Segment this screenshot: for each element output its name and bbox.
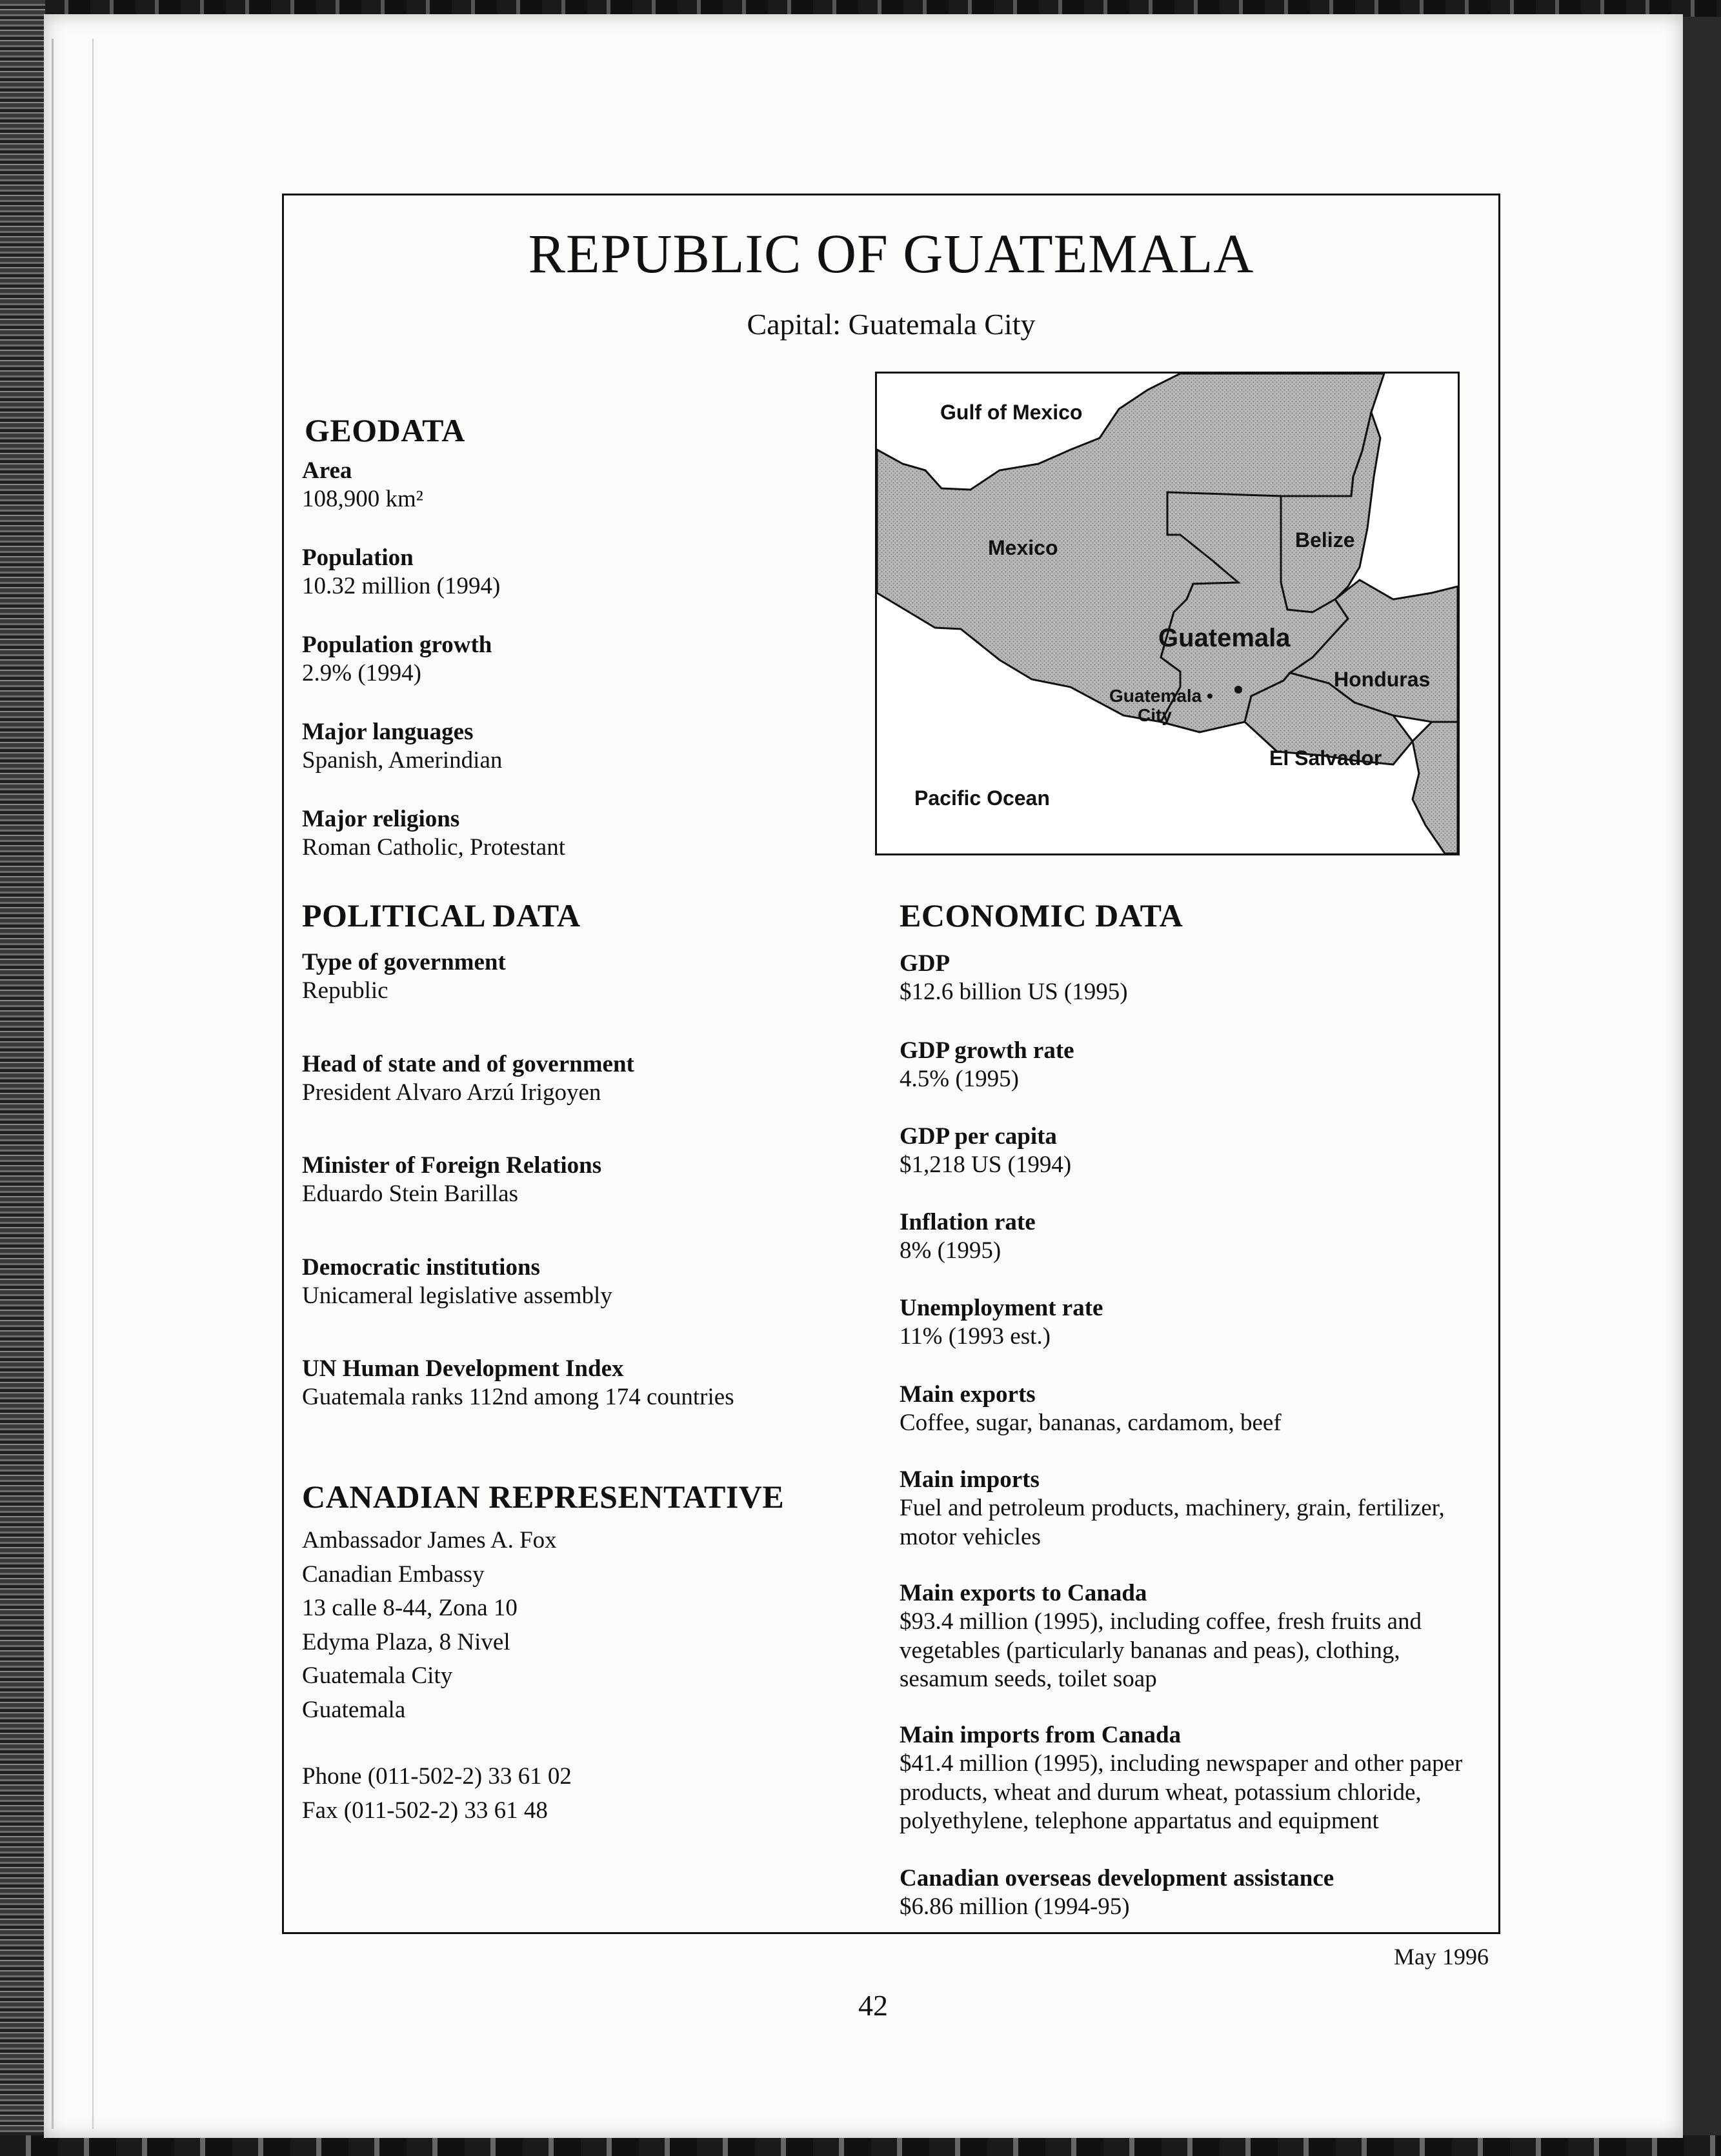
imports-value-line: Fuel and petroleum products, machinery, grain, fertilizer, xyxy=(900,1495,1445,1522)
map-label-honduras: Honduras xyxy=(1334,668,1431,691)
field-languages xyxy=(302,718,502,775)
field-hdi xyxy=(302,1355,734,1412)
rep-line: Guatemala xyxy=(302,1696,406,1723)
gdp-per-capita-value: $1,218 US (1994) xyxy=(900,1152,1072,1179)
imports-canada-label: Main imports from Canada xyxy=(900,1722,1182,1748)
gdp-label: GDP xyxy=(900,950,951,977)
field-gdp xyxy=(900,950,1128,1007)
field-exports-canada xyxy=(900,1579,1422,1694)
languages-value: Spanish, Amerindian xyxy=(302,747,503,774)
field-area xyxy=(302,457,423,514)
rep-phone: Phone (011-502-2) 33 61 02 xyxy=(302,1763,572,1790)
gdp-growth-label: GDP growth rate xyxy=(900,1037,1074,1064)
institutions-label: Democratic institutions xyxy=(302,1254,540,1281)
government-value: Republic xyxy=(302,977,388,1004)
map-label-guatemala: Guatemala xyxy=(1158,624,1291,652)
page-title: REPUBLIC OF GUATEMALA xyxy=(528,223,1254,284)
head-of-state-label: Head of state and of government xyxy=(302,1051,634,1077)
map-label-guatemala-city-1: Guatemala • xyxy=(1109,686,1213,706)
field-imports-canada xyxy=(900,1721,1462,1836)
map-label-pacific: Pacific Ocean xyxy=(914,786,1050,810)
field-unemployment xyxy=(900,1294,1103,1352)
canadian-rep-contact xyxy=(302,1760,572,1828)
institutions-value: Unicameral legislative assembly xyxy=(302,1283,612,1310)
oda-label: Canadian overseas development assistance xyxy=(900,1865,1334,1891)
field-exports xyxy=(900,1381,1282,1438)
foreign-minister-label: Minister of Foreign Relations xyxy=(302,1152,602,1179)
scan-border-left xyxy=(0,0,45,2156)
rep-fax: Fax (011-502-2) 33 61 48 xyxy=(302,1797,548,1824)
imports-canada-value-line: $41.4 million (1995), including newspaper and other paper xyxy=(900,1750,1463,1777)
field-imports xyxy=(900,1466,1445,1552)
guatemala-city-marker xyxy=(1234,686,1242,694)
languages-label: Major languages xyxy=(302,719,474,745)
map-label-belize: Belize xyxy=(1295,528,1355,552)
geodata-heading: GEODATA xyxy=(305,412,465,448)
foreign-minister-value: Eduardo Stein Barillas xyxy=(302,1181,518,1208)
region-map xyxy=(875,372,1460,855)
map-graphic xyxy=(877,374,1458,853)
field-head-of-state xyxy=(302,1050,634,1108)
hdi-value: Guatemala ranks 112nd among 174 countries xyxy=(302,1384,734,1411)
canadian-rep-address xyxy=(302,1524,557,1727)
field-government xyxy=(302,948,506,1006)
field-population xyxy=(302,544,500,601)
population-growth-label: Population growth xyxy=(302,632,492,658)
imports-value-line: motor vehicles xyxy=(900,1523,1041,1550)
south-land-shape xyxy=(1413,722,1458,853)
unemployment-value: 11% (1993 est.) xyxy=(900,1323,1051,1350)
publication-date: May 1996 xyxy=(1394,1944,1489,1970)
exports-value: Coffee, sugar, bananas, cardamom, beef xyxy=(900,1410,1282,1437)
rep-line: Ambassador James A. Fox xyxy=(302,1527,557,1553)
government-label: Type of government xyxy=(302,949,506,975)
political-heading: POLITICAL DATA xyxy=(302,897,581,933)
imports-canada-value-line: polyethylene, telephone appartatus and equipment xyxy=(900,1808,1379,1835)
population-label: Population xyxy=(302,544,414,571)
gdp-per-capita-label: GDP per capita xyxy=(900,1123,1057,1150)
scan-border-bottom xyxy=(0,2135,1721,2156)
head-of-state-value: President Alvaro Arzú Irigoyen xyxy=(302,1079,601,1106)
rep-line: Canadian Embassy xyxy=(302,1561,485,1588)
map-label-mexico: Mexico xyxy=(988,536,1058,559)
rep-line: Guatemala City xyxy=(302,1662,453,1689)
exports-canada-value-line: vegetables (particularly bananas and peas), clothing, xyxy=(900,1637,1400,1664)
binding-edge xyxy=(52,39,94,2129)
field-foreign-minister xyxy=(302,1152,601,1209)
map-label-el-salvador: El Salvador xyxy=(1269,746,1382,770)
field-religions xyxy=(302,805,565,863)
oda-value: $6.86 million (1994-95) xyxy=(900,1893,1130,1921)
hdi-label: UN Human Development Index xyxy=(302,1355,624,1382)
religions-value: Roman Catholic, Protestant xyxy=(302,834,565,861)
field-gdp-growth xyxy=(900,1037,1074,1094)
population-value: 10.32 million (1994) xyxy=(302,573,501,600)
unemployment-label: Unemployment rate xyxy=(900,1295,1103,1321)
exports-canada-label: Main exports to Canada xyxy=(900,1580,1147,1606)
inflation-value: 8% (1995) xyxy=(900,1237,1001,1264)
population-growth-value: 2.9% (1994) xyxy=(302,660,421,687)
field-inflation xyxy=(900,1208,1036,1266)
map-label-gulf: Gulf of Mexico xyxy=(940,401,1083,424)
inflation-label: Inflation rate xyxy=(900,1209,1036,1235)
rep-line: 13 calle 8-44, Zona 10 xyxy=(302,1595,518,1621)
exports-canada-value-line: $93.4 million (1995), including coffee, fresh fruits and xyxy=(900,1608,1422,1635)
area-label: Area xyxy=(302,457,352,484)
rep-line: Edyma Plaza, 8 Nivel xyxy=(302,1628,510,1655)
religions-label: Major religions xyxy=(302,806,460,832)
field-gdp-per-capita xyxy=(900,1123,1071,1180)
gdp-value: $12.6 billion US (1995) xyxy=(900,979,1128,1006)
exports-canada-value-line: sesamum seeds, toilet soap xyxy=(900,1666,1157,1693)
imports-label: Main imports xyxy=(900,1466,1040,1493)
field-population-growth xyxy=(302,631,492,688)
map-label-guatemala-city-2: City xyxy=(1138,705,1172,725)
field-institutions xyxy=(302,1253,612,1311)
gdp-growth-value: 4.5% (1995) xyxy=(900,1066,1019,1093)
economic-heading: ECONOMIC DATA xyxy=(900,897,1183,933)
page-number: 42 xyxy=(858,1989,888,2022)
exports-label: Main exports xyxy=(900,1381,1036,1408)
canadian-rep-heading: CANADIAN REPRESENTATIVE xyxy=(302,1479,785,1515)
area-value: 108,900 km² xyxy=(302,486,423,513)
imports-canada-value-line: products, wheat and durum wheat, potassium chloride, xyxy=(900,1779,1422,1806)
capital-line: Capital: Guatemala City xyxy=(747,308,1036,341)
field-oda xyxy=(900,1864,1334,1922)
